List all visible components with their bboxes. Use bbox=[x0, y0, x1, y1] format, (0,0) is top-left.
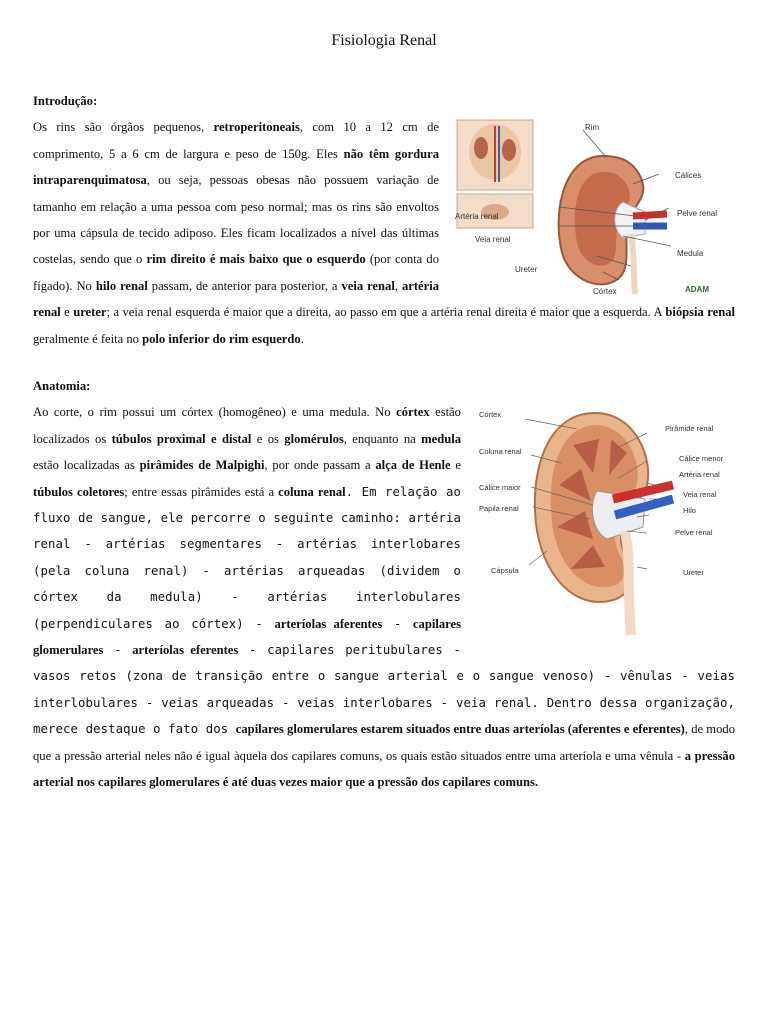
kidney-location-figure bbox=[453, 116, 735, 296]
bold-run: polo inferior do rim esquerdo bbox=[142, 331, 301, 346]
section-introducao bbox=[33, 88, 735, 352]
mono-run: . Em relação ao fluxo de sangue, ele percorre o seguinte caminho: artéria renal - artérias segmentares - artérias interlobares (pela coluna renal) - artérias arqueadas (dividem o córtex da medula) - artérias interlobulares (perpendiculares ao córtex) - bbox=[33, 484, 462, 631]
bold-run: arteríolas aferentes bbox=[274, 616, 383, 631]
text-run: e bbox=[60, 305, 74, 320]
text-run: , de modo que a pressão arterial neles não é igual àquela dos capilares comuns, os quais estão situados entre uma arteríola e uma vênula - bbox=[33, 722, 735, 763]
text-run: ; entre essas pirâmides está a bbox=[124, 484, 279, 499]
text-run: ; a veia renal esquerda é maior que a direita, ao passo em que a artéria renal direita é maior que a esquerda. A bbox=[106, 305, 666, 320]
label-cortex: Córtex bbox=[479, 410, 502, 420]
bold-run: pirâmides de Malpighi bbox=[139, 458, 265, 473]
label-coluna-renal: Coluna renal bbox=[479, 447, 522, 457]
ureter-large bbox=[631, 234, 635, 294]
bold-run: coluna renal bbox=[278, 484, 346, 499]
text-run: , ou seja, pessoas obesas não possuem variação de tamanho em relação a uma pessoa com peso normal; mas os rins são envoltos por uma cápsula de tecido adiposo. Eles ficam localizados a nível das últimas costelas, sendo que o bbox=[33, 173, 439, 267]
text-run: e bbox=[450, 458, 461, 473]
bold-run: veia renal bbox=[341, 278, 395, 293]
label-veia-renal: Veia renal bbox=[475, 235, 511, 245]
label-pelve-renal: Pelve renal bbox=[677, 209, 718, 219]
bold-run: biópsia renal bbox=[665, 305, 735, 320]
left-kidney-small bbox=[474, 137, 488, 159]
adam-logo: ADAM bbox=[685, 285, 709, 295]
label-arteria-renal: Artéria renal bbox=[679, 470, 720, 480]
text-run: estão localizadas as bbox=[33, 458, 140, 473]
bold-run: túbulos proximal e distal bbox=[111, 431, 252, 446]
bold-run: alça de Henle bbox=[375, 458, 451, 473]
label-calices: Cálices bbox=[675, 171, 702, 181]
bold-run: capilares glomerulares bbox=[33, 616, 462, 658]
label-piramide-renal: Pirâmide renal bbox=[665, 424, 714, 434]
bold-run: glomérulos bbox=[284, 431, 344, 446]
text-run: e os bbox=[251, 431, 285, 446]
bold-run: túbulos coletores bbox=[33, 484, 125, 499]
label-ureter: Ureter bbox=[683, 568, 704, 578]
heading-anatomia: Anatomia: bbox=[33, 379, 91, 393]
mono-run: - bbox=[103, 643, 133, 658]
bold-run: capilares glomerulares estarem situados entre duas arteríolas (aferentes e eferentes) bbox=[235, 722, 685, 737]
bold-run: não têm gordura intraparenquimatosa bbox=[33, 146, 439, 188]
text-run: , enquanto na bbox=[343, 431, 422, 446]
label-papila-renal: Papila renal bbox=[479, 504, 519, 514]
label-ureter: Ureter bbox=[515, 265, 538, 275]
bold-run: hilo renal bbox=[95, 278, 148, 293]
bold-run: a pressão arterial nos capilares glomerulares é até duas vezes maior que a pressão dos capilares comuns. bbox=[33, 748, 735, 790]
mono-run: - bbox=[382, 616, 413, 631]
section-anatomia bbox=[33, 373, 735, 796]
label-rim: Rim bbox=[585, 123, 600, 133]
ureter bbox=[625, 531, 631, 635]
text-run: , por onde passam a bbox=[264, 458, 376, 473]
right-kidney-small bbox=[502, 139, 516, 161]
mono-run: - capilares peritubulares - vasos retos (zona de transição entre o sangue arterial e o sangue venoso) - vênulas - veias interlobulares - veias arqueadas - veias interlobares - veia renal. Dentro dessa organização, merece destaque o fato dos bbox=[33, 643, 735, 737]
text-run: Os rins são órgãos pequenos, bbox=[33, 120, 214, 135]
bold-run: medula bbox=[421, 431, 461, 446]
text-run: . bbox=[300, 331, 304, 346]
bold-run: artéria renal bbox=[33, 278, 439, 320]
text-run: (por conta do fígado). No bbox=[33, 252, 440, 293]
kidney-anatomy-figure bbox=[477, 399, 735, 637]
bold-run: córtex bbox=[396, 405, 430, 420]
text-run: passam, de anterior para posterior, a bbox=[147, 278, 342, 293]
text-run: Ao corte, o rim possui um córtex (homogêneo) e uma medula. No bbox=[33, 405, 397, 420]
heading-introducao: Introdução: bbox=[33, 94, 98, 108]
text-run: estão localizados os bbox=[33, 405, 461, 446]
label-pelve-renal: Pelve renal bbox=[675, 528, 713, 538]
bold-run: retroperitoneais bbox=[213, 120, 300, 135]
label-veia-renal: Veia renal bbox=[683, 490, 717, 500]
text-run: , bbox=[394, 278, 402, 293]
label-hilo: Hilo bbox=[683, 506, 696, 516]
label-calice-maior: Cálice maior bbox=[479, 483, 521, 493]
bold-run: arteríolas eferentes bbox=[132, 643, 239, 658]
label-medula: Medula bbox=[677, 249, 704, 259]
bold-run: ureter bbox=[73, 305, 107, 320]
text-run: geralmente é feita no bbox=[33, 331, 143, 346]
label-calice-menor: Cálice menor bbox=[679, 454, 724, 464]
label-capsula: Cápsula bbox=[491, 566, 519, 576]
bold-run: rim direito é mais baixo que o esquerdo bbox=[146, 252, 366, 267]
renal-artery-large bbox=[633, 214, 667, 216]
label-cortex: Córtex bbox=[593, 287, 617, 297]
text-run: , com 10 a 12 cm de comprimento, 5 a 6 cm de largura e peso de 150g. Eles bbox=[33, 120, 439, 161]
document-title: Fisiologia Renal bbox=[331, 32, 437, 49]
label-arteria-renal: Artéria renal bbox=[455, 212, 499, 222]
renal-pelvis bbox=[615, 202, 645, 238]
